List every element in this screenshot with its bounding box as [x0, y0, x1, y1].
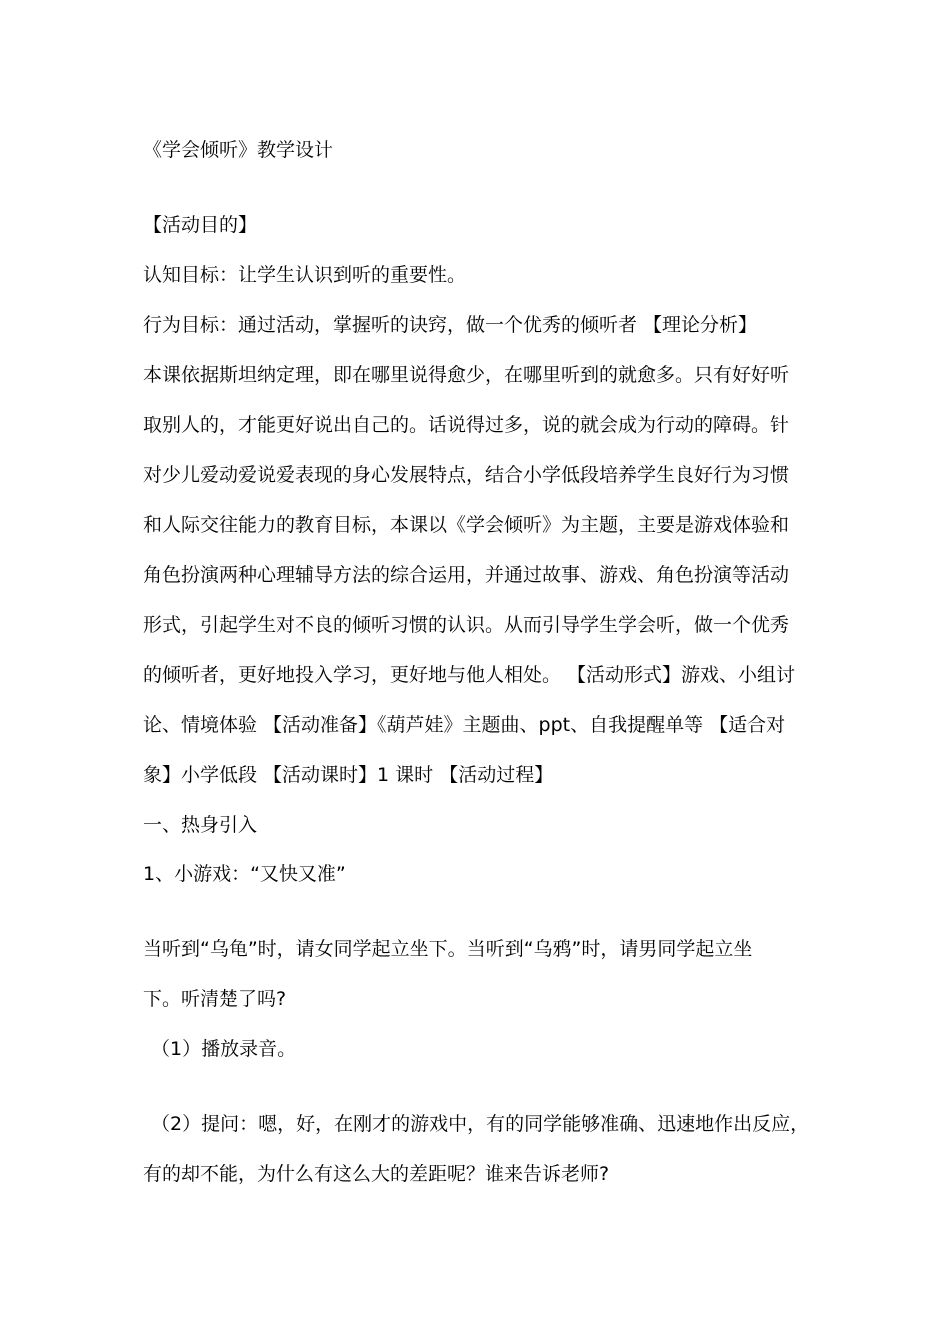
- paragraph-line: 和人际交往能力的教育目标，本课以《学会倾听》为主题，主要是游戏体验和: [143, 514, 790, 536]
- paragraph-line: 对少儿爱动爱说爱表现的身心发展特点，结合小学低段培养学生良好行为习惯: [143, 464, 790, 486]
- paragraph-line: 行为目标：通过活动，掌握听的诀窍，做一个优秀的倾听者 【理论分析】: [143, 314, 758, 336]
- paragraph-line: 论、情境体验 【活动准备】《葫芦娃》主题曲、ppt、自我提醒单等 【适合对: [143, 714, 786, 736]
- paragraph-line: 本课依据斯坦纳定理，即在哪里说得愈少，在哪里听到的就愈多。只有好好听: [143, 364, 790, 386]
- section-heading-activity-goal: 【活动目的】: [143, 214, 258, 236]
- paragraph-line: 有的却不能，为什么有这么大的差距呢？谁来告诉老师?: [143, 1163, 610, 1185]
- paragraph-line: 角色扮演两种心理辅导方法的综合运用，并通过故事、游戏、角色扮演等活动: [143, 564, 790, 586]
- list-item: （1）播放录音。: [151, 1038, 297, 1060]
- paragraph-line: 当听到“乌龟”时，请女同学起立坐下。当听到“乌鸦”时，请男同学起立坐: [143, 938, 753, 960]
- paragraph-line: 的倾听者，更好地投入学习，更好地与他人相处。 【活动形式】游戏、小组讨: [143, 664, 796, 686]
- paragraph-line: 认知目标：让学生认识到听的重要性。: [143, 264, 467, 286]
- paragraph-line: 形式，引起学生对不良的倾听习惯的认识。从而引导学生学会听，做一个优秀: [143, 614, 790, 636]
- section-heading-warmup: 一、热身引入: [143, 814, 258, 836]
- document-title: 《学会倾听》教学设计: [143, 139, 334, 161]
- paragraph-line: 1、小游戏：“又快又准”: [143, 863, 346, 885]
- paragraph-line: 象】小学低段 【活动课时】1 课时 【活动过程】: [143, 764, 554, 786]
- list-item: （2）提问：嗯，好，在刚才的游戏中，有的同学能够准确、迅速地作出反应，: [151, 1113, 810, 1135]
- paragraph-line: 下。听清楚了吗?: [143, 988, 287, 1010]
- paragraph-line: 取别人的，才能更好说出自己的。话说得过多，说的就会成为行动的障碍。针: [143, 414, 790, 436]
